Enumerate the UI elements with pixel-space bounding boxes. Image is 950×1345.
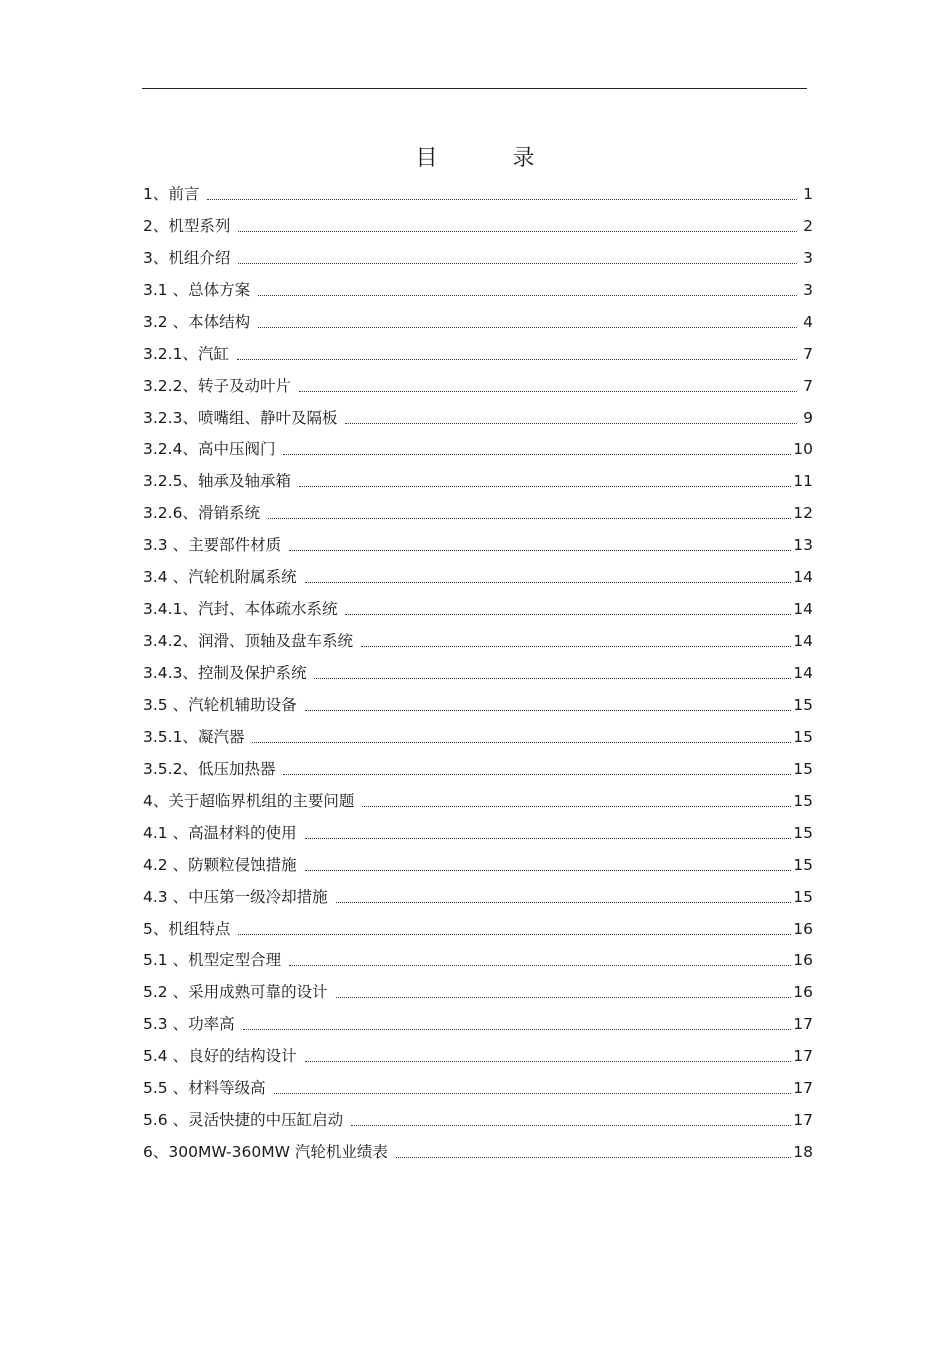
toc-entry-label: 5.6 、灵活快捷的中压缸启动 [143, 1111, 344, 1130]
toc-entry-label: 4.1 、高温材料的使用 [143, 823, 297, 842]
toc-entry-label: 4、关于超临界机组的主要问题 [143, 791, 355, 810]
toc-entry[interactable] [143, 300, 813, 332]
toc-entry[interactable] [143, 459, 813, 491]
toc-entry-page: 15 [793, 855, 813, 874]
toc-dot-leader [396, 1157, 791, 1158]
toc-entry[interactable] [143, 172, 813, 204]
toc-dot-leader [305, 870, 792, 871]
toc-entry-label: 3.2.3、喷嘴组、静叶及隔板 [143, 408, 338, 427]
toc-entry-page: 15 [793, 727, 813, 746]
toc-entry-label: 5.5 、材料等级高 [143, 1079, 266, 1098]
page-title: 目 录 [415, 145, 569, 171]
toc-entry[interactable] [143, 204, 813, 236]
toc-entry-label: 3.4 、汽轮机附属系统 [143, 568, 297, 587]
toc-entry[interactable] [143, 555, 813, 587]
toc-entry[interactable] [143, 715, 813, 747]
toc-entry-label: 3.2 、本体结构 [143, 312, 251, 331]
toc-entry-page: 15 [793, 759, 813, 778]
toc-entry[interactable] [143, 747, 813, 779]
toc-entry[interactable] [143, 491, 813, 523]
toc-entry-label: 3.2.2、转子及动叶片 [143, 376, 291, 395]
toc-entry-page: 18 [793, 1143, 813, 1162]
toc-entry-page: 13 [793, 536, 813, 555]
toc-entry[interactable] [143, 268, 813, 300]
toc-entry[interactable] [143, 843, 813, 875]
toc-entry-label: 4.2 、防颗粒侵蚀措施 [143, 855, 297, 874]
toc-entry-label: 3.4.3、控制及保护系统 [143, 664, 307, 682]
toc-entry[interactable] [143, 523, 813, 555]
toc-entry-page: 3 [803, 280, 813, 299]
toc-dot-leader [305, 1061, 792, 1062]
toc-entry[interactable] [143, 428, 813, 460]
toc-entry-page: 7 [803, 376, 813, 395]
toc-dot-leader [268, 518, 791, 519]
toc-entry-page: 12 [793, 504, 813, 523]
toc-entry-page: 3 [803, 248, 813, 267]
toc-entry[interactable] [143, 364, 813, 396]
toc-entry-label: 3.2.1、汽缸 [143, 344, 229, 363]
toc-dot-leader [237, 359, 797, 360]
toc-entry-page: 14 [793, 568, 813, 587]
toc-dot-leader [283, 774, 791, 775]
toc-entry-label: 3.5.1、凝汽器 [143, 727, 245, 746]
toc-entry-label: 3.2.6、滑销系统 [143, 504, 260, 523]
toc-dot-leader [289, 550, 791, 551]
toc-entry-page: 2 [803, 216, 813, 235]
toc-entry[interactable] [143, 875, 813, 907]
toc-dot-leader [283, 454, 791, 455]
toc-dot-leader [252, 742, 791, 743]
toc-entry[interactable] [143, 1066, 813, 1098]
toc-entry-label: 6、300MW-360MW 汽轮机业绩表 [143, 1143, 388, 1162]
toc-entry-page: 15 [793, 823, 813, 842]
toc-dot-leader [305, 582, 792, 583]
toc-entry-page: 17 [793, 1079, 813, 1098]
toc-dot-leader [258, 327, 797, 328]
toc-dot-leader [351, 1125, 791, 1126]
toc-entry[interactable] [143, 1130, 813, 1162]
toc-dot-leader [314, 678, 791, 679]
toc-entry-label: 3.5 、汽轮机辅助设备 [143, 695, 297, 714]
toc-entry[interactable] [143, 236, 813, 268]
toc-entry-label: 5.3 、功率高 [143, 1015, 235, 1034]
header-rule [142, 88, 807, 89]
toc-dot-leader [238, 934, 791, 935]
toc-dot-leader [345, 423, 797, 424]
toc-dot-leader [305, 838, 792, 839]
toc-entry-label: 3、机组介绍 [143, 248, 231, 267]
toc-entry-label: 5.2 、采用成熟可靠的设计 [143, 983, 328, 1002]
toc-entry[interactable] [143, 970, 813, 1002]
toc-dot-leader [299, 391, 797, 392]
toc-dot-leader [336, 997, 792, 998]
toc-entry[interactable] [143, 332, 813, 364]
toc-entry-page: 16 [793, 951, 813, 970]
toc-entry-page: 7 [803, 344, 813, 363]
toc-entry[interactable] [143, 683, 813, 715]
toc-entry-page: 15 [793, 887, 813, 906]
toc-entry-label: 4.3 、中压第一级冷却措施 [143, 887, 328, 906]
toc-entry-page: 10 [793, 440, 813, 459]
toc-entry[interactable] [143, 939, 813, 971]
toc-entry[interactable] [143, 811, 813, 843]
toc-entry-page: 1 [803, 184, 813, 203]
toc-entry-page: 17 [793, 1047, 813, 1066]
toc-dot-leader [274, 1093, 792, 1094]
toc-dot-leader [207, 199, 797, 200]
toc-entry[interactable] [143, 779, 813, 811]
toc-entry-page: 4 [803, 312, 813, 331]
toc-entry-page: 16 [793, 983, 813, 1002]
toc-entry-page: 17 [793, 1015, 813, 1034]
toc-entry[interactable] [143, 619, 813, 651]
toc-dot-leader [289, 965, 791, 966]
toc-entry-label: 3.4.1、汽封、本体疏水系统 [143, 600, 338, 619]
table-of-contents [143, 172, 813, 1162]
toc-entry-label: 3.4.2、润滑、顶轴及盘车系统 [143, 632, 353, 651]
toc-dot-leader [299, 486, 791, 487]
toc-dot-leader [345, 614, 791, 615]
toc-entry-label: 5.4 、良好的结构设计 [143, 1047, 297, 1066]
toc-dot-leader [305, 710, 792, 711]
toc-entry[interactable] [143, 907, 813, 939]
toc-dot-leader [336, 902, 792, 903]
toc-entry-page: 15 [793, 695, 813, 714]
toc-entry-label: 5.1 、机型定型合理 [143, 951, 282, 970]
toc-entry-page: 15 [793, 791, 813, 810]
toc-entry-label: 5、机组特点 [143, 919, 231, 938]
toc-entry-page: 11 [793, 472, 813, 491]
toc-entry-page: 14 [793, 632, 813, 651]
toc-dot-leader [258, 295, 797, 296]
toc-entry[interactable] [143, 396, 813, 428]
toc-dot-leader [361, 646, 791, 647]
toc-entry-label: 2、机型系列 [143, 216, 231, 235]
toc-entry-label: 3.5.2、低压加热器 [143, 759, 276, 778]
toc-entry-label: 3.2.4、高中压阀门 [143, 440, 276, 459]
toc-entry[interactable] [143, 651, 813, 683]
toc-entry-label: 3.1 、总体方案 [143, 280, 251, 299]
toc-entry[interactable] [143, 1098, 813, 1130]
toc-dot-leader [243, 1029, 792, 1030]
toc-entry-page: 14 [793, 664, 813, 682]
toc-entry-label: 3.3 、主要部件材质 [143, 536, 282, 555]
toc-entry[interactable] [143, 1002, 813, 1034]
toc-entry-page: 17 [793, 1111, 813, 1130]
toc-entry-label: 1、前言 [143, 184, 200, 203]
toc-dot-leader [362, 806, 791, 807]
toc-dot-leader [238, 263, 797, 264]
toc-entry-label: 3.2.5、轴承及轴承箱 [143, 472, 291, 491]
toc-entry-page: 16 [793, 919, 813, 938]
toc-entry[interactable] [143, 587, 813, 619]
toc-dot-leader [238, 231, 797, 232]
toc-entry-page: 9 [803, 408, 813, 427]
toc-entry-page: 14 [793, 600, 813, 619]
toc-entry[interactable] [143, 1034, 813, 1066]
